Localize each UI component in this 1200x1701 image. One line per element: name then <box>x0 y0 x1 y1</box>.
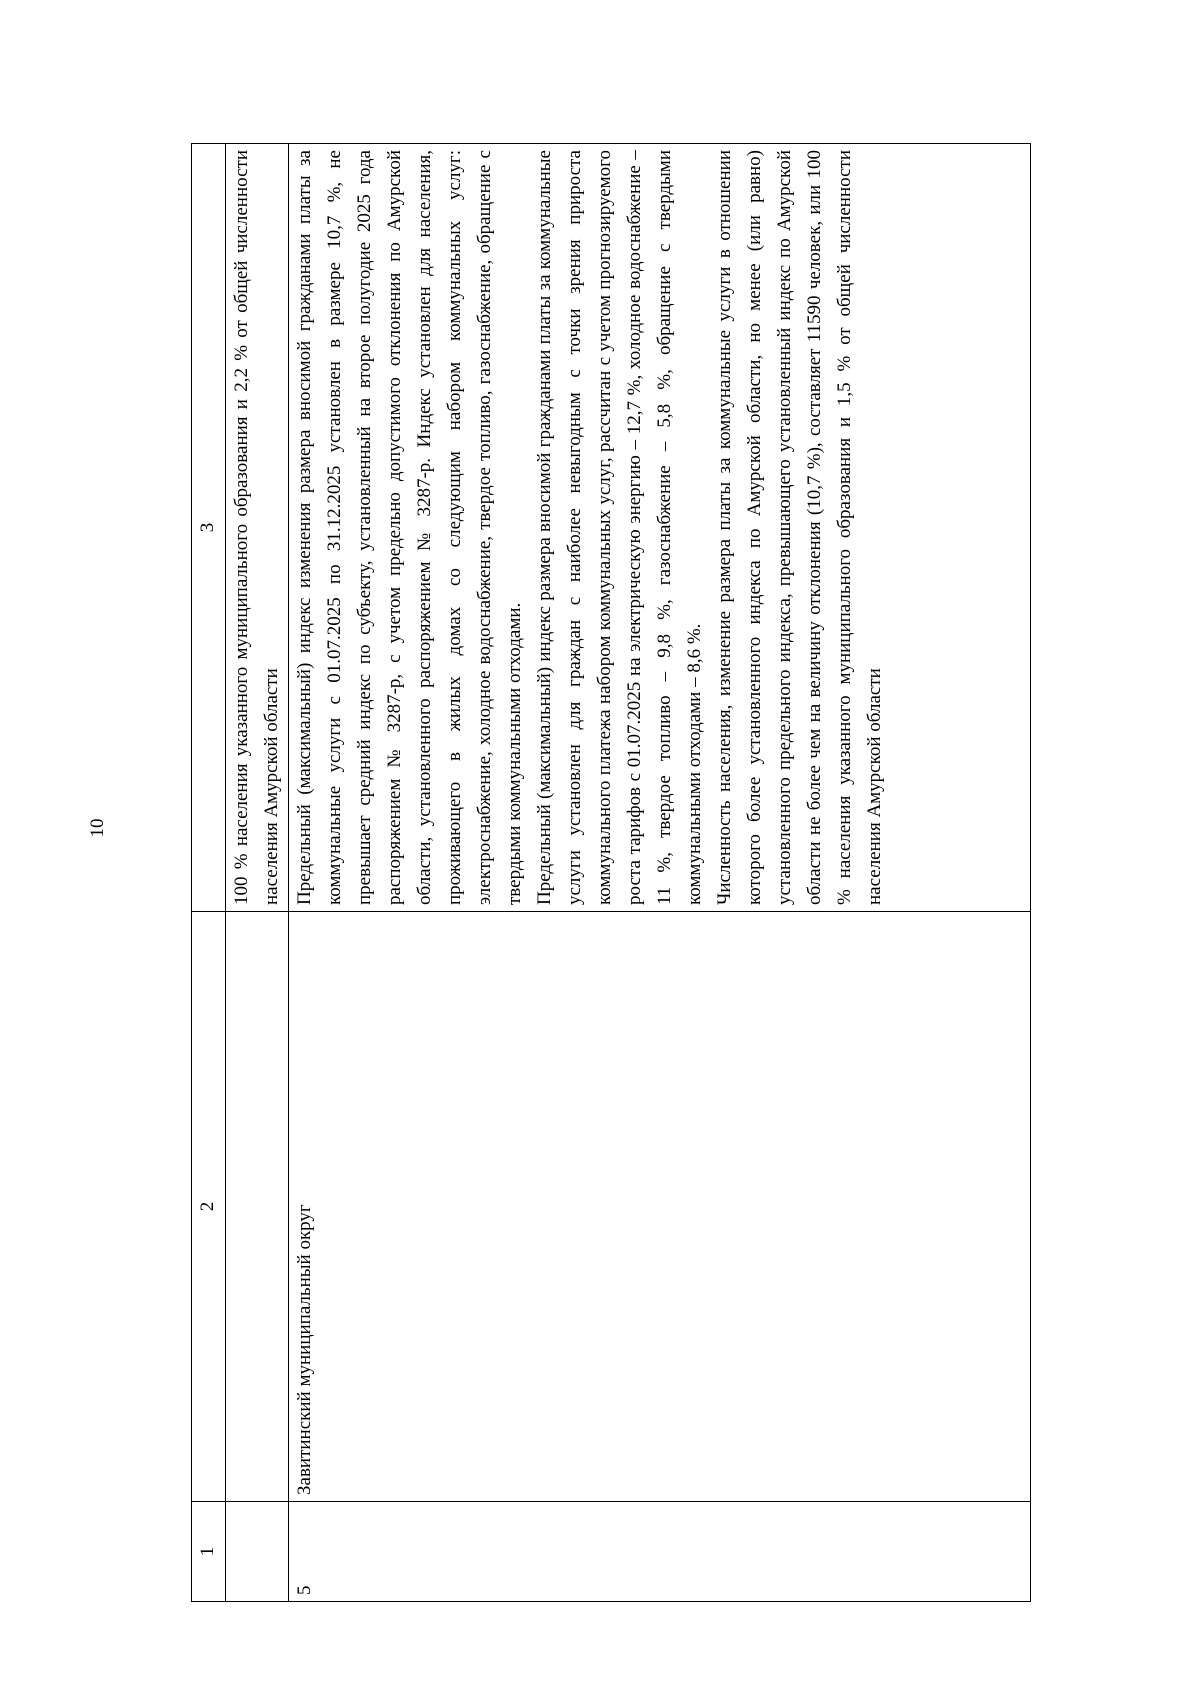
continuation-number-cell <box>226 1502 289 1602</box>
description-cell <box>289 144 1031 912</box>
municipality-name-cell: Завитинский муниципальный округ <box>289 912 1031 1502</box>
row-number-cell: 5 <box>289 1502 1031 1602</box>
page-number: 10 <box>87 818 108 838</box>
continuation-name-cell <box>226 912 289 1502</box>
header-col-3: 3 <box>192 144 226 912</box>
description-paragraph: Предельный (максимальный) индекс размера вносимой гражданами платы за коммунальные услуги установлен для граждан с наиболее невыгодным с точки зрения прироста коммунального платежа набором коммунальных услуг, рассчитан с учетом прогнозируемого роста тарифов с 01.07.2025 на электрическую энергию – 12,7 %, холодное водоснабжение – 11 %, твердое топливо – 9,8 %, газоснабжение – 5,8 %, обращение с твердыми коммунальными отходами – 8,6 %. <box>534 150 705 905</box>
document-table <box>191 143 1031 1602</box>
header-col-1: 1 <box>192 1502 226 1602</box>
description-paragraph: Численность населения, изменение размера платы за коммунальные услуги в отношении которого более установленного индекса по Амурской области, но менее (или равно) установленного предельного индекса, превышающего установленный индекс по Амурской области не более чем на величину отклонения (10,7 %), составляет 11590 человек, или 100 % населения указанного муниципального образования и 1,5 % от общей численности населения Амурской области <box>714 150 885 905</box>
continuation-description-cell: 100 % населения указанного муниципального образования и 2,2 % от общей численности населения Амурской области <box>226 144 289 912</box>
table-header-row <box>192 144 226 1602</box>
header-col-2: 2 <box>192 912 226 1502</box>
table-row <box>226 144 289 1602</box>
rotated-table-container <box>191 144 1031 1602</box>
table-row <box>289 144 1031 1602</box>
description-paragraph: Предельный (максимальный) индекс изменения размера вносимой гражданами платы за коммунальные услуги с 01.07.2025 по 31.12.2025 установлен в размере 10,7 %, не превышает средний индекс по субъекту, установленный на второе полугодие 2025 года распоряжением № 3287-р, с учетом предельно допустимого отклонения по Амурской области, установленного распоряжением № 3287-р. Индекс установлен для населения, проживающего в жилых домах со следующим набором коммунальных услуг: электроснабжение, холодное водоснабжение, твердое топливо, газоснабжение, обращение с твердыми коммунальными отходами. <box>294 150 525 905</box>
